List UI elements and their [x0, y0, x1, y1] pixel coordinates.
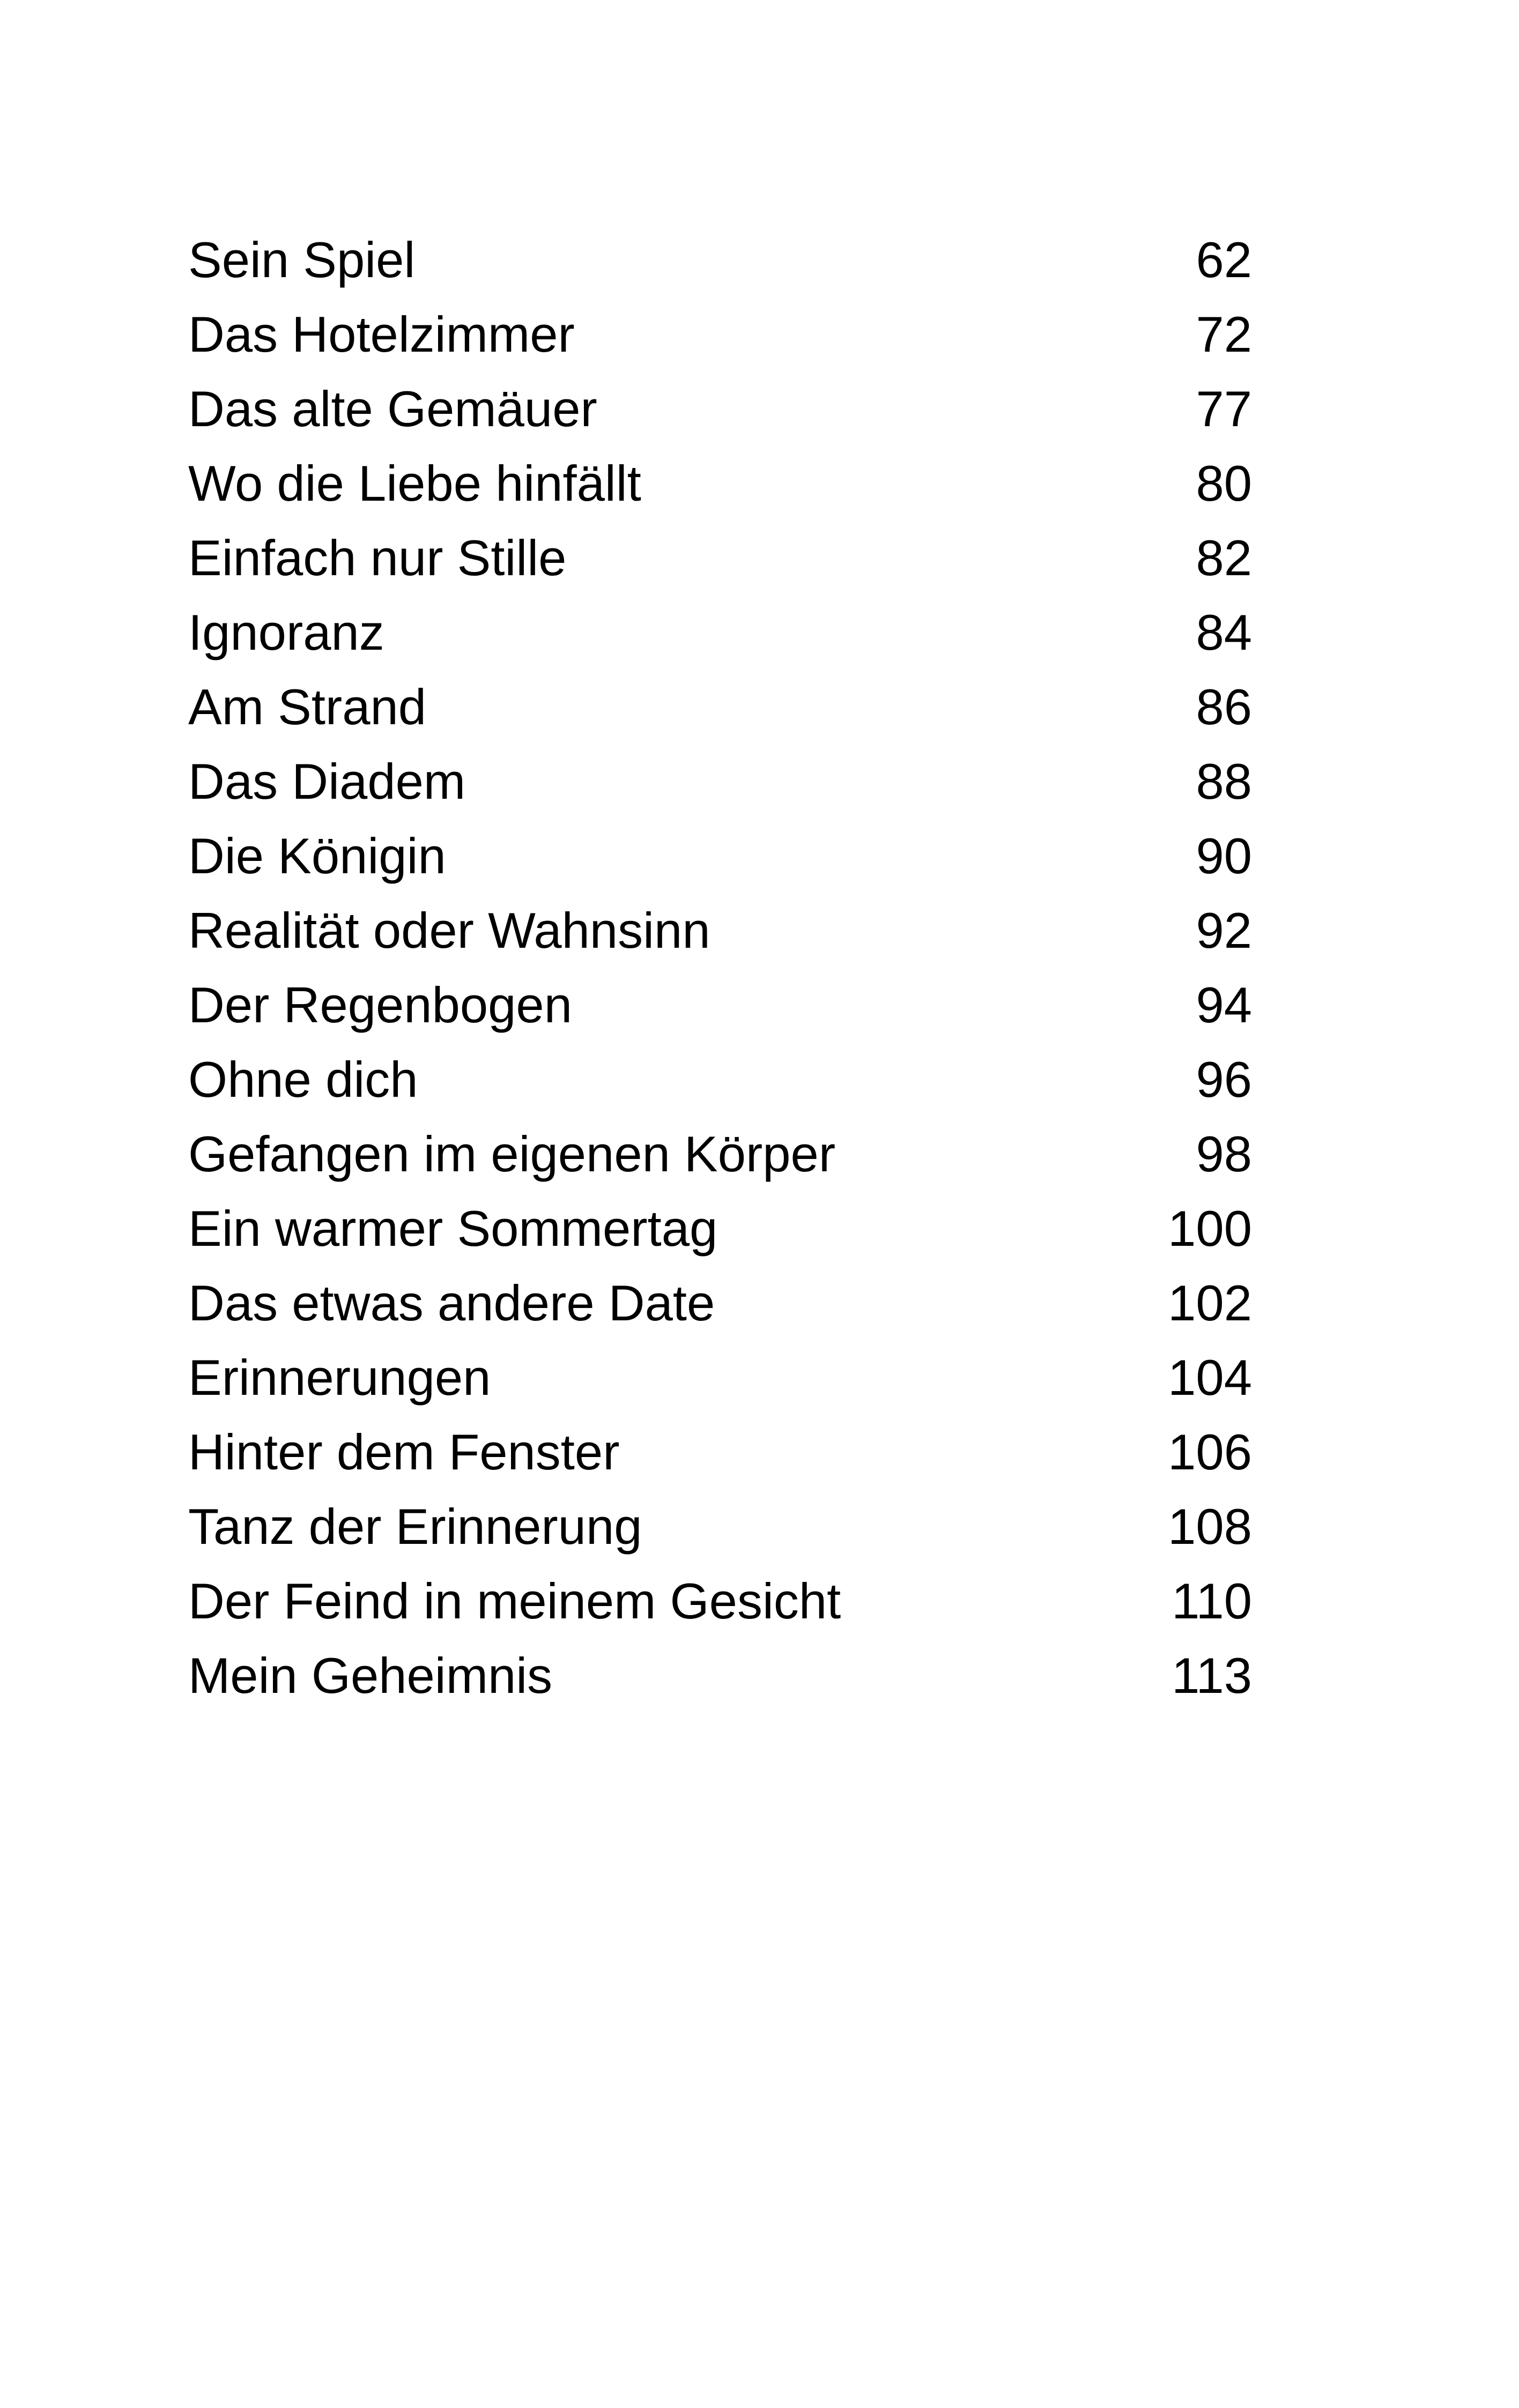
toc-entry-page-number: 96 — [1196, 1051, 1252, 1108]
toc-entry — [188, 1489, 1252, 1564]
toc-entry — [188, 968, 1252, 1042]
toc-entry-title: Ein warmer Sommertag — [188, 1200, 718, 1257]
toc-entry-title: Das Hotelzimmer — [188, 306, 575, 362]
toc-entry-page-number: 82 — [1196, 530, 1252, 586]
toc-entry-page-number: 104 — [1168, 1349, 1252, 1406]
toc-entry-title: Das Diadem — [188, 753, 466, 809]
toc-entry-title: Der Feind in meinem Gesicht — [188, 1573, 841, 1629]
toc-entry — [188, 222, 1252, 297]
table-of-contents — [188, 222, 1252, 1713]
toc-entry — [188, 297, 1252, 371]
toc-entry — [188, 1266, 1252, 1340]
toc-entry-title: Wo die Liebe hinfällt — [188, 455, 641, 511]
toc-entry-page-number: 62 — [1196, 232, 1252, 288]
toc-entry-title: Sein Spiel — [188, 232, 416, 288]
toc-entry-title: Ohne dich — [188, 1051, 418, 1108]
toc-entry-title: Mein Geheimnis — [188, 1647, 553, 1704]
toc-entry-title: Am Strand — [188, 679, 427, 735]
toc-entry — [188, 1042, 1252, 1117]
toc-entry-page-number: 86 — [1196, 679, 1252, 735]
toc-entry-page-number: 92 — [1196, 902, 1252, 958]
toc-entry-title: Gefangen im eigenen Körper — [188, 1126, 836, 1182]
toc-entry-title: Der Regenbogen — [188, 977, 572, 1033]
toc-entry — [188, 744, 1252, 819]
toc-entry-page-number: 80 — [1196, 455, 1252, 511]
toc-entry-title: Das alte Gemäuer — [188, 381, 597, 437]
toc-entry-page-number: 110 — [1172, 1573, 1252, 1629]
toc-entry-title: Das etwas andere Date — [188, 1275, 715, 1331]
toc-entry-page-number: 88 — [1196, 753, 1252, 809]
toc-entry-page-number: 94 — [1196, 977, 1252, 1033]
toc-entry-page-number: 77 — [1196, 381, 1252, 437]
toc-entry-title: Ignoranz — [188, 604, 384, 660]
toc-entry-page-number: 106 — [1168, 1424, 1252, 1480]
toc-entry — [188, 1191, 1252, 1266]
toc-entry-title: Realität oder Wahnsinn — [188, 902, 710, 958]
toc-entry-page-number: 98 — [1196, 1126, 1252, 1182]
toc-entry — [188, 1638, 1252, 1713]
toc-entry-page-number: 90 — [1196, 828, 1252, 884]
toc-entry-page-number: 108 — [1168, 1498, 1252, 1555]
toc-entry — [188, 1415, 1252, 1489]
toc-entry — [188, 446, 1252, 521]
toc-entry-title: Tanz der Erinnerung — [188, 1498, 642, 1555]
toc-entry-title: Die Königin — [188, 828, 446, 884]
toc-entry — [188, 1564, 1252, 1638]
toc-entry — [188, 1340, 1252, 1415]
toc-entry — [188, 893, 1252, 968]
toc-entry — [188, 521, 1252, 595]
toc-entry-title: Hinter dem Fenster — [188, 1424, 620, 1480]
toc-entry-page-number: 102 — [1168, 1275, 1252, 1331]
toc-entry-title: Einfach nur Stille — [188, 530, 567, 586]
toc-entry — [188, 371, 1252, 446]
toc-entry-page-number: 84 — [1196, 604, 1252, 660]
toc-entry-page-number: 72 — [1196, 306, 1252, 362]
toc-entry-page-number: 100 — [1168, 1200, 1252, 1257]
toc-entry — [188, 670, 1252, 744]
toc-entry-page-number: 113 — [1172, 1647, 1252, 1704]
toc-entry — [188, 595, 1252, 670]
toc-entry-title: Erinnerungen — [188, 1349, 491, 1406]
toc-entry — [188, 1117, 1252, 1191]
toc-entry — [188, 819, 1252, 893]
